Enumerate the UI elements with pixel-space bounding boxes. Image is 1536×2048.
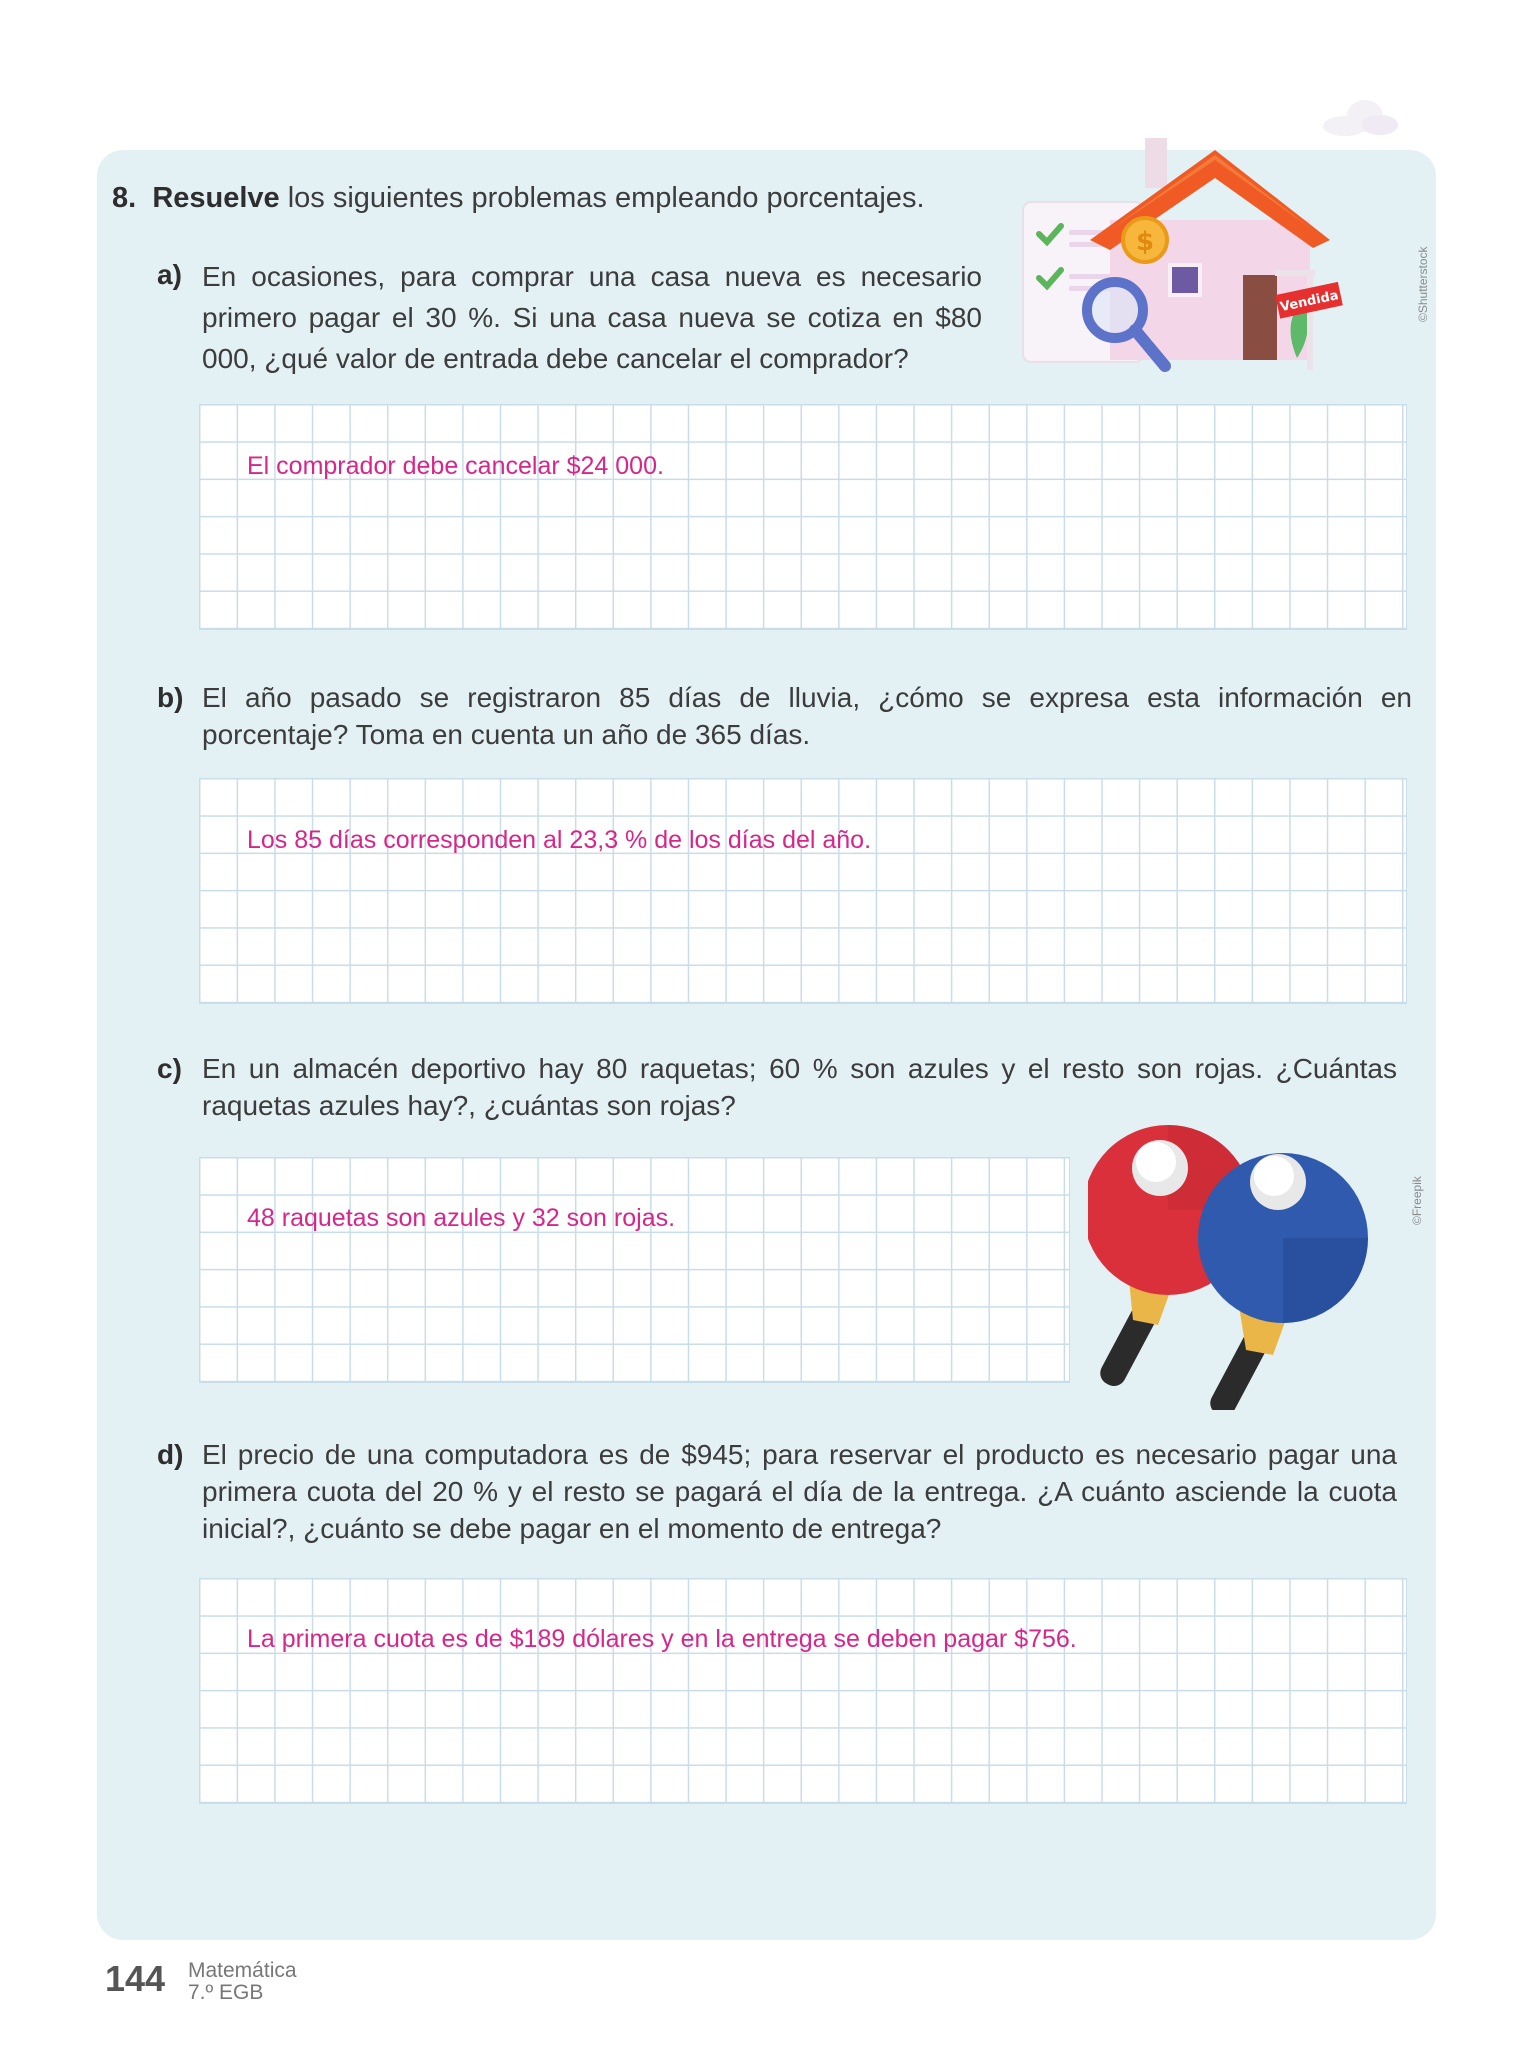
problem-d-answer: La primera cuota es de $189 dólares y en la entrega se deben pagar $756. — [247, 1625, 1077, 1653]
problem-a-text: En ocasiones, para comprar una casa nueva es necesario primero pagar el 30 %. Si una casa nueva se cotiza en $80 000, ¿qué valor de entrada debe cancelar el comprador? — [202, 261, 982, 374]
problem-c-answer-grid[interactable] — [199, 1157, 1070, 1383]
problem-b-text: El año pasado se registraron 85 días de lluvia, ¿cómo se expresa esta información en porcentaje? Toma en cuenta un año de 365 días. — [202, 682, 1412, 750]
problem-b-answer-grid[interactable] — [199, 778, 1407, 1004]
problem-d-label: d) — [157, 1439, 184, 1470]
house-sale-icon — [1015, 130, 1345, 390]
problem-a-label: a) — [157, 259, 182, 290]
ping-pong-rackets-icon — [1088, 1120, 1408, 1410]
exercise-heading — [112, 180, 925, 217]
page-number: 144 — [105, 1958, 166, 1999]
exercise-number: 8. — [112, 182, 137, 214]
problem-c-answer: 48 raquetas son azules y 32 son rojas. — [247, 1204, 676, 1232]
problem-d-text: El precio de una computadora es de $945; para reservar el producto es necesario pagar una primera cuota del 20 % y el resto se pagará el día de la entrega. ¿A cuánto asciende la cuota inicial?, ¿cuánto se debe pagar en el momento de entrega? — [202, 1439, 1397, 1544]
rackets-credit: ©Freepik — [1410, 1176, 1424, 1225]
footer-subject: Matemática — [188, 1959, 297, 1982]
svg-text:$: $ — [1135, 227, 1155, 257]
problem-b-label: b) — [157, 682, 184, 713]
exercise-instruction: los siguientes problemas empleando porcentajes. — [279, 182, 925, 214]
problem-c-text: En un almacén deportivo hay 80 raquetas; 60 % son azules y el resto son rojas. ¿Cuántas raquetas azules hay?, ¿cuántas son rojas? — [202, 1053, 1397, 1121]
problem-b-answer: Los 85 días corresponden al 23,3 % de los días del año. — [247, 826, 872, 854]
house-credit: ©Shutterstock — [1416, 246, 1430, 322]
footer-grade: 7.º EGB — [188, 1981, 264, 2004]
problem-a-answer: El comprador debe cancelar $24 000. — [247, 452, 664, 480]
problem-a-answer-grid[interactable] — [199, 404, 1407, 630]
problem-c-label: c) — [157, 1053, 182, 1084]
house-sign-label: Vendida — [1278, 288, 1340, 316]
problem-d-answer-grid[interactable] — [199, 1578, 1407, 1804]
exercise-verb: Resuelve — [152, 182, 280, 214]
